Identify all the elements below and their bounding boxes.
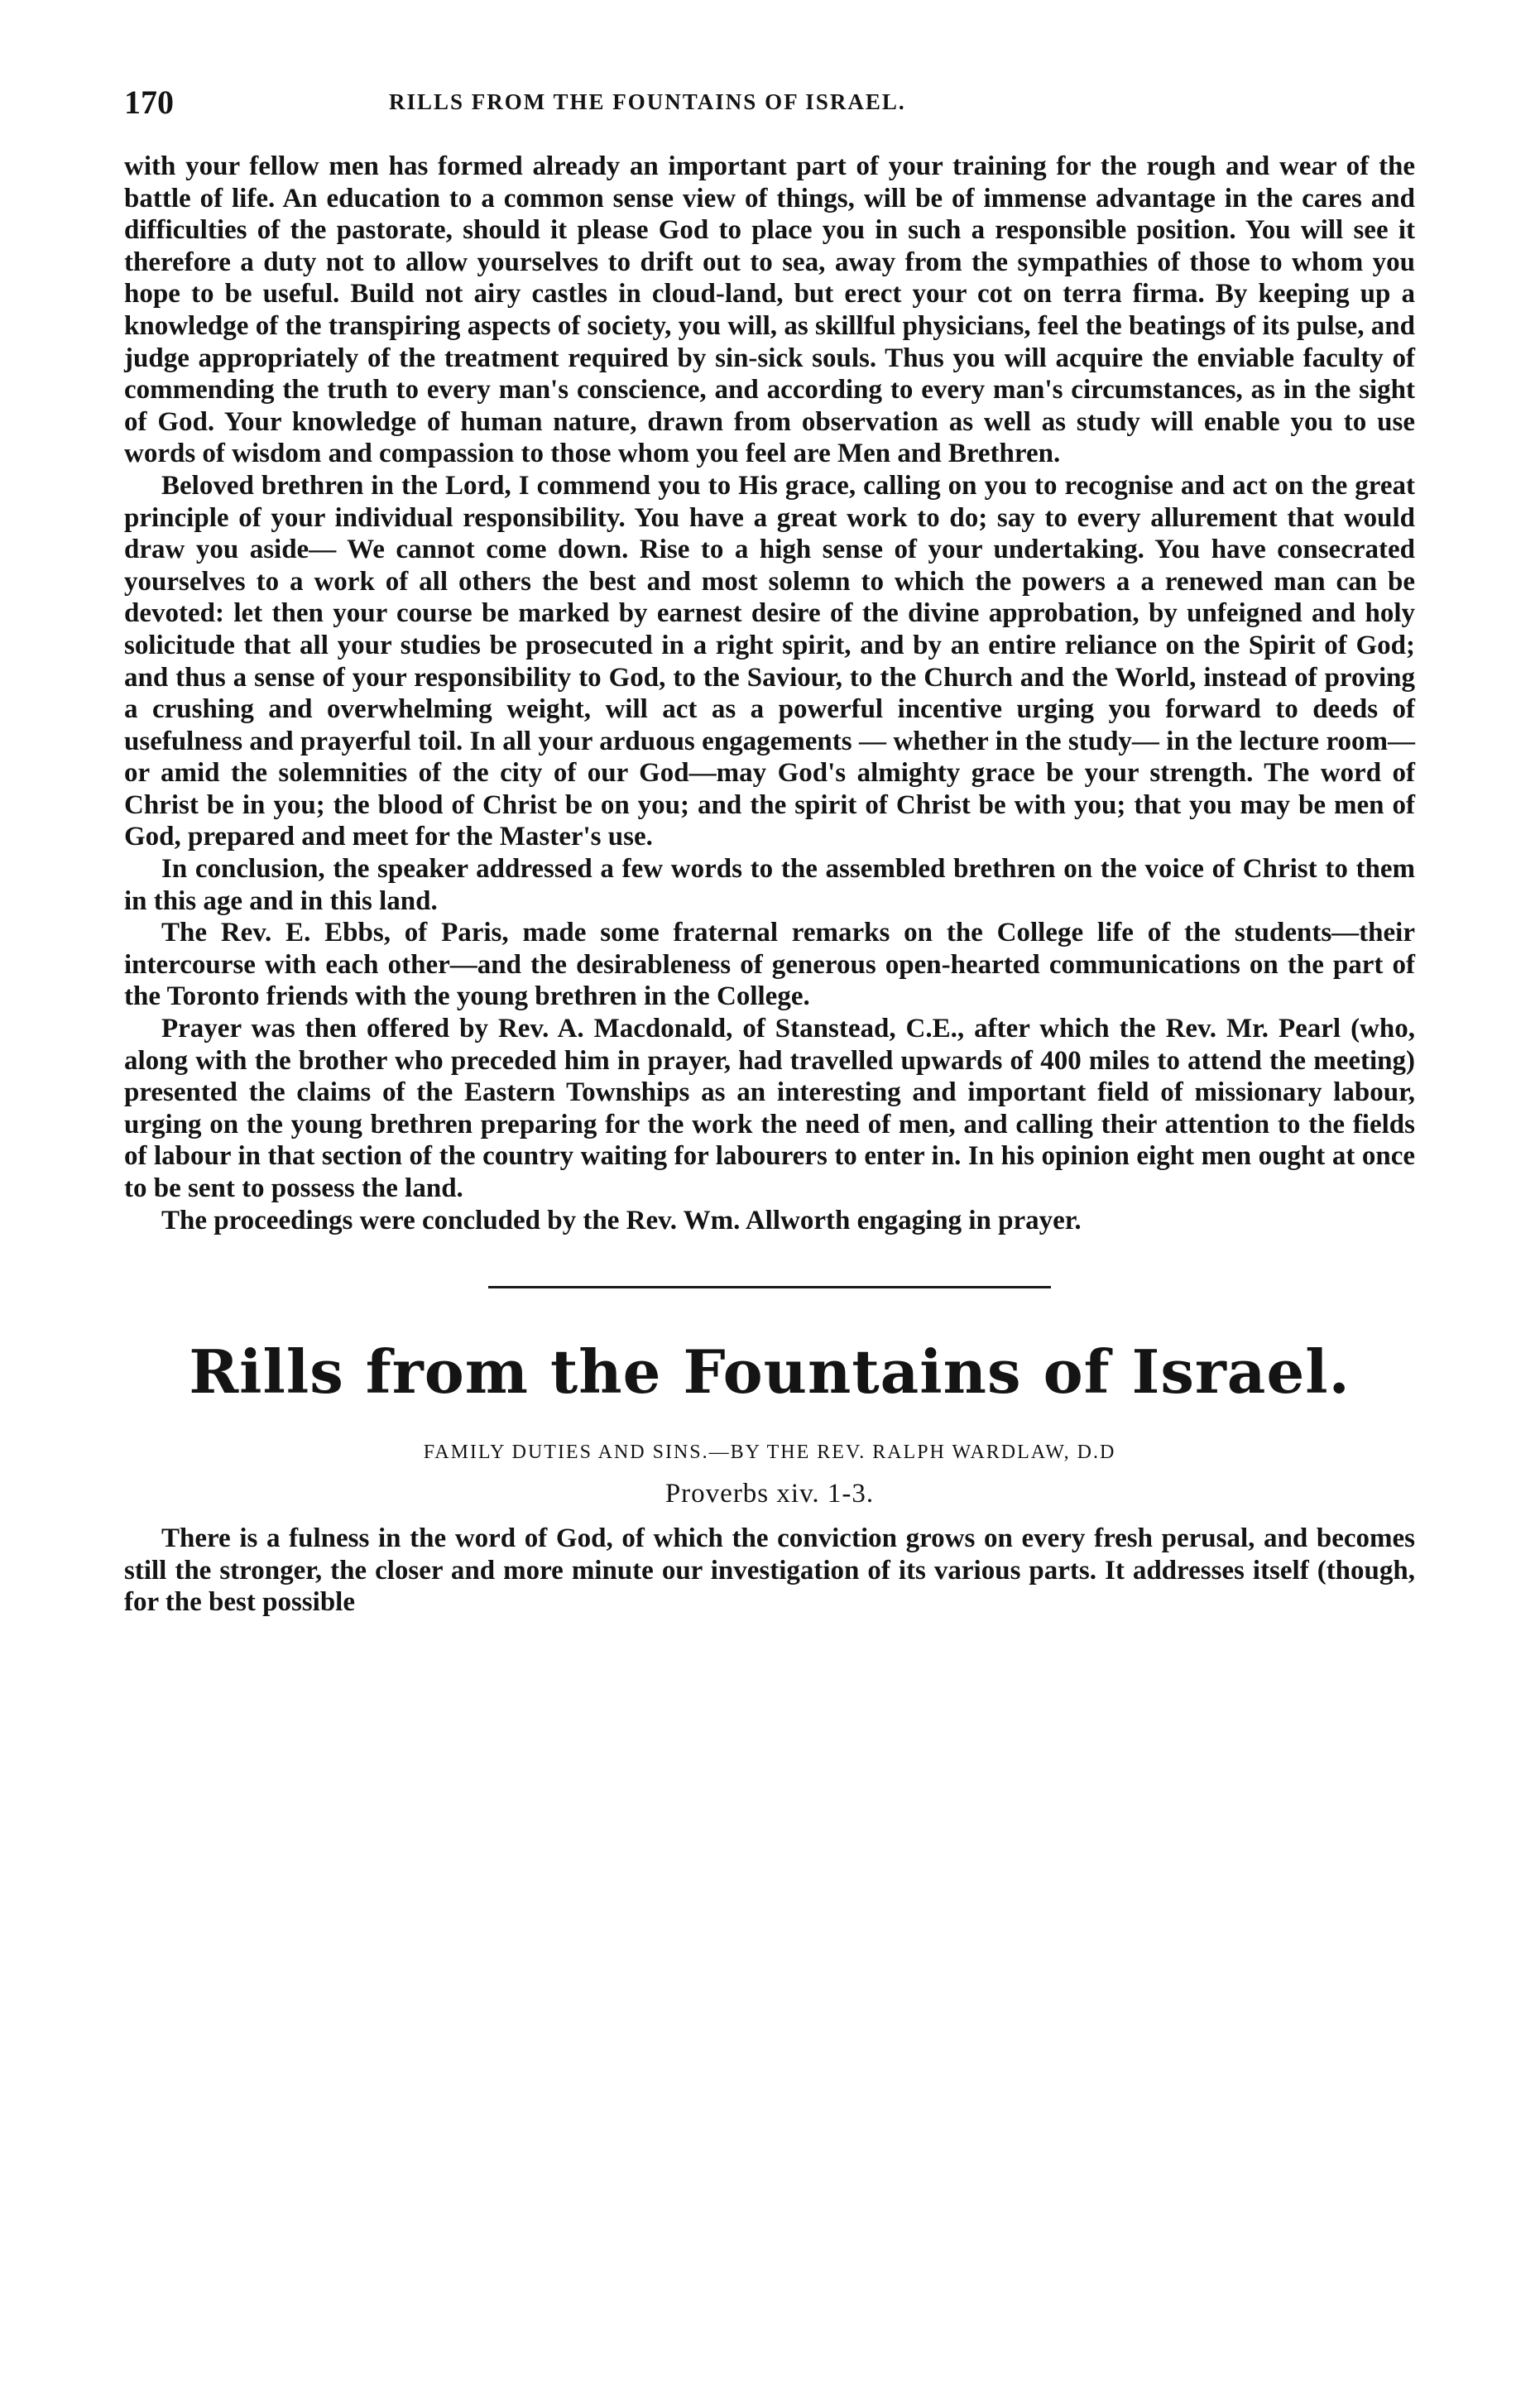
section-title: Rills from the Fountains of Israel. [189,1336,1350,1408]
page [124,83,1415,1619]
running-head [124,83,1415,132]
scripture-reference: Proverbs xiv. 1-3. [664,1479,875,1509]
paragraph: Prayer was then offered by Rev. A. Macdonald, of Stanstead, C.E., after which the Rev. Mr. Pearl (who, along with the brother who preceded him in prayer, had travelled upwards of 400 miles to attend the meeting) presented the claims of the Eastern Townships as an interesting and important field of missionary labour, urging on the young brethren preparing for the work the need of men, and calling their attention to the fields of labour in that section of the country waiting for labourers to enter in. In his opinion eight men ought at once to be sent to possess the land. [124,1014,1415,1203]
page-number: 170 [124,84,174,121]
paragraph: The proceedings were concluded by the Rev. Wm. Allworth engaging in prayer. [161,1205,1082,1235]
article-body [124,151,1415,1236]
paragraph: The Rev. E. Ebbs, of Paris, made some fraternal remarks on the College life of the students—their intercourse with each other—and the desirableness of generous open-hearted communications on the part of the Toronto friends with the young brethren in the College. [124,918,1415,1012]
paragraph: In conclusion, the speaker addressed a few words to the assembled brethren on the voice of Christ to them in this age and in this land. [124,854,1415,916]
section-divider [488,1286,1051,1288]
paragraph: There is a fulness in the word of God, of which the conviction grows on every fresh perusal, and becomes still the stronger, the closer and more minute our investigation of its various parts. It addresses itself (though, for the best possible [124,1523,1415,1618]
section-body [124,1523,1415,1619]
paragraph: Beloved brethren in the Lord, I commend you to His grace, calling on you to recognise and act on the great principle of your individual responsibility. You have a great work to do; say to every allurement that would draw you aside— We cannot come down. Rise to a high sense of your undertaking. You have consecrated yourselves to a work of all others the best and most solemn to which the powers a a renewed man can be devoted: let then your course be marked by earnest desire of the divine approbation, by unfeigned and holy solicitude that all your studies be prosecuted in a right spirit, and by an entire reliance on the Spirit of God; and thus a sense of your responsibility to God, to the Saviour, to the Church and the World, instead of proving a crushing and overwhelming weight, will act as a powerful incentive urging you forward to deeds of usefulness and prayerful toil. In all your arduous engagements — whether in the study— in the lecture room—or amid the solemnities of the city of our God—may God's almighty grace be your strength. The word of Christ be in you; the blood of Christ be on you; and the spirit of Christ be with you; that you may be men of God, prepared and meet for the Master's use. [124,470,1415,852]
paragraph: with your fellow men has formed already an important part of your training for the rough and wear of the battle of life. An education to a common sense view of things, will be of immense advantage in the cares and difficulties of the pastorate, should it please God to place you in such a responsible position. You will see it therefore a duty not to allow yourselves to drift out to sea, away from the sympathies of those to whom you hope to be useful. Build not airy castles in cloud-land, but erect your cot on terra firma. By keeping up a knowledge of the transpiring aspects of society, you will, as skillful physicians, feel the beatings of its pulse, and judge appropriately of the treatment required by sin-sick souls. Thus you will acquire the enviable faculty of commending the truth to every man's conscience, and according to every man's circumstances, as in the sight of God. Your knowledge of human nature, drawn from observation as well as study will enable you to use words of wisdom and compassion to those whom you feel are Men and Brethren. [124,151,1415,469]
section-subhead: FAMILY DUTIES AND SINS.—BY THE REV. RALPH WARDLAW, D.D [423,1442,1116,1464]
running-title: RILLS FROM THE FOUNTAINS OF ISRAEL. [389,89,906,114]
